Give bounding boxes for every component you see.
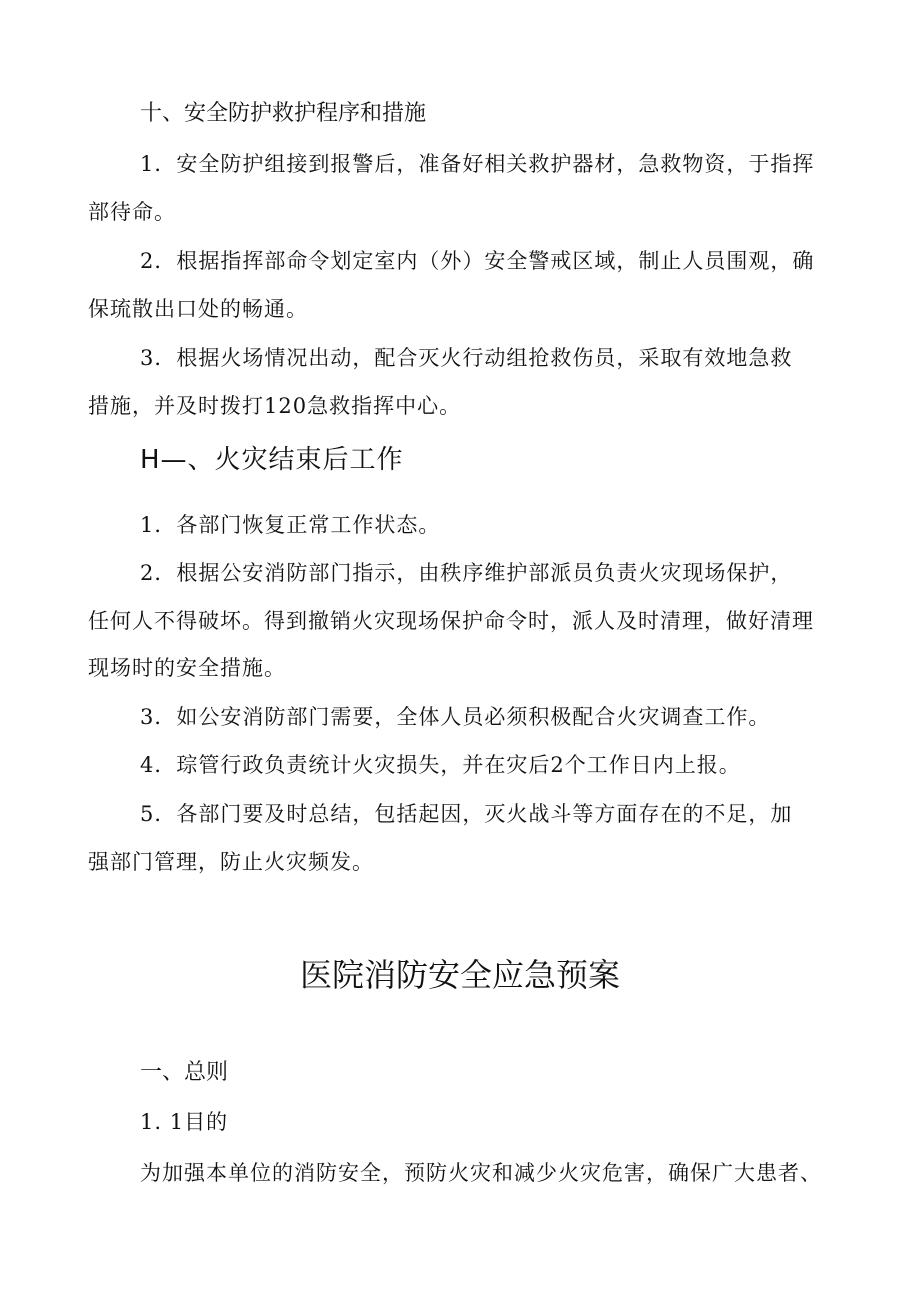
paragraph-line: 措施，并及时拨打120急救指挥中心。 xyxy=(88,394,462,418)
paragraph-line: 强部门管理，防止火灾频发。 xyxy=(88,850,374,874)
section-heading-10: 十、安全防护救护程序和措施 xyxy=(140,101,427,126)
paragraph-line: 1．各部门恢复正常工作状态。 xyxy=(140,513,441,537)
paragraph-line: 3．如公安消防部门需要，全体人员必须积极配合火灾调查工作。 xyxy=(140,705,771,729)
document-title: 医院消防安全应急预案 xyxy=(299,956,620,994)
section-heading-11: H—、火灾结束后工作 xyxy=(140,445,404,475)
paragraph-line: 2．根据指挥部命令划定室内（外）安全警戒区域，制止人员围观，确 xyxy=(140,249,815,273)
paragraph-line: 5．各部门要及时总结，包括起因，灭火战斗等方面存在的不足，加 xyxy=(140,802,793,826)
paragraph-line: 任何人不得破坏。得到撤销火灾现场保护命令时，派人及时清理，做好清理 xyxy=(88,609,814,633)
section-heading-general: 一、总则 xyxy=(140,1060,229,1085)
paragraph-line: 4．琮管行政负责统计火灾损失，并在灾后2个工作日内上报。 xyxy=(140,753,741,777)
paragraph-line: 2．根据公安消防部门指示，由秩序维护部派员负责火灾现场保护， xyxy=(140,561,793,585)
paragraph-line: 现场时的安全措施。 xyxy=(88,656,286,680)
paragraph-line: 保琉散出口处的畅通。 xyxy=(88,297,308,321)
paragraph-line: 部待命。 xyxy=(88,200,176,224)
paragraph-line: 1．安全防护组接到报警后，准备好相关救护器材，急救物资，于指挥 xyxy=(140,152,815,176)
paragraph-line: 3．根据火场情况出动，配合灭火行动组抢救伤员，采取有效地急救 xyxy=(140,346,793,370)
sub-heading: 1. 1目的 xyxy=(140,1110,229,1134)
paragraph-line: 为加强本单位的消防安全，预防火灾和减少火灾危害，确保广大患者、 xyxy=(140,1161,822,1185)
